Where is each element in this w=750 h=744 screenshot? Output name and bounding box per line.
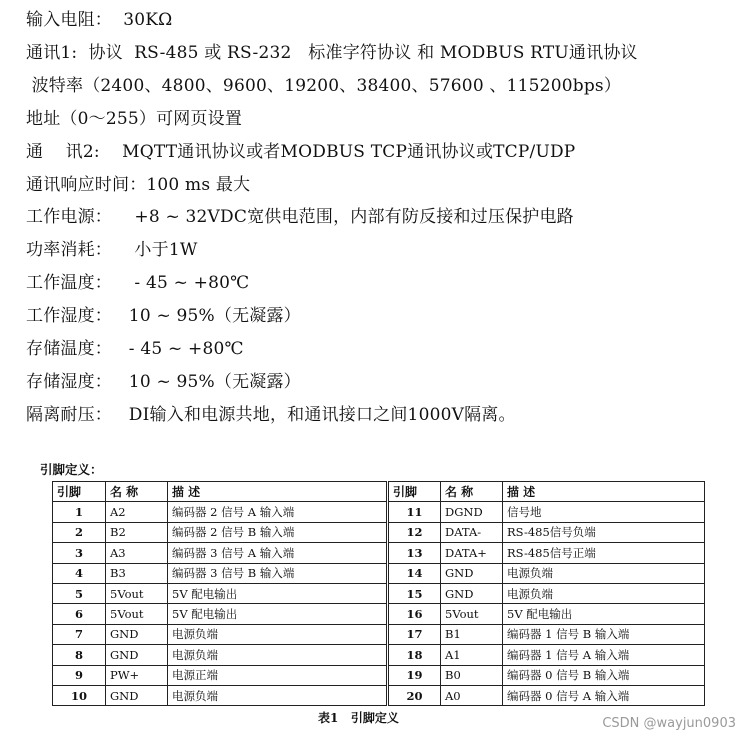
- header-name: 名 称: [441, 482, 503, 502]
- spec-line: 工作湿度： 10 ~ 95%（无凝露）: [26, 306, 301, 327]
- table-row: [53, 604, 705, 624]
- pin-description-cell: 电源负端: [168, 685, 388, 705]
- pin-definition-heading: 引脚定义：: [40, 462, 103, 477]
- header-pin: 引脚: [53, 482, 106, 502]
- pin-number-cell: 16: [388, 604, 441, 624]
- table-row: [53, 502, 705, 522]
- table-caption: 表1 引脚定义: [318, 711, 399, 725]
- spec-line: 工作温度： - 45 ~ +80℃: [26, 273, 250, 294]
- pin-number-cell: 3: [53, 543, 106, 563]
- pin-number-cell: 11: [388, 502, 441, 522]
- spec-line: 功率消耗： 小于1W: [26, 240, 198, 261]
- pin-name-cell: A0: [441, 685, 503, 705]
- pin-description-cell: 编码器 3 信号 A 输入端: [168, 543, 388, 563]
- table-row: [53, 685, 705, 705]
- header-pin: 引脚: [388, 482, 441, 502]
- spec-line: 隔离耐压： DI输入和电源共地，和通讯接口之间1000V隔离。: [26, 404, 516, 425]
- table-row: [53, 543, 705, 563]
- pin-number-cell: 20: [388, 685, 441, 705]
- pin-description-cell: 电源正端: [168, 665, 388, 685]
- pin-description-cell: 电源负端: [503, 583, 705, 603]
- pin-name-cell: 5Vout: [106, 604, 168, 624]
- pin-name-cell: B1: [441, 624, 503, 644]
- table-row: [53, 522, 705, 542]
- pin-name-cell: B3: [106, 563, 168, 583]
- spec-line: 输入电阻： 30KΩ: [26, 10, 173, 30]
- watermark: CSDN @wayjun0903: [602, 716, 736, 731]
- pin-name-cell: GND: [441, 583, 503, 603]
- pin-name-cell: B0: [441, 665, 503, 685]
- pin-name-cell: PW+: [106, 665, 168, 685]
- spec-line: 通 讯2: MQTT通讯协议或者MODBUS TCP通讯协议或TCP/UDP: [26, 141, 576, 162]
- pin-number-cell: 8: [53, 645, 106, 665]
- pin-description-cell: 电源负端: [503, 563, 705, 583]
- pin-number-cell: 13: [388, 543, 441, 563]
- pin-number-cell: 1: [53, 502, 106, 522]
- pin-name-cell: B2: [106, 522, 168, 542]
- pin-description-cell: 编码器 0 信号 A 输入端: [503, 685, 705, 705]
- pin-description-cell: RS-485信号负端: [503, 522, 705, 542]
- header-description: 描 述: [168, 482, 388, 502]
- pin-number-cell: 6: [53, 604, 106, 624]
- pin-description-cell: 编码器 2 信号 B 输入端: [168, 522, 388, 542]
- table-header-row: [53, 482, 705, 502]
- header-description: 描 述: [503, 482, 705, 502]
- pin-number-cell: 5: [53, 583, 106, 603]
- pin-description-cell: 信号地: [503, 502, 705, 522]
- header-name: 名 称: [106, 482, 168, 502]
- pin-name-cell: GND: [441, 563, 503, 583]
- table-row: [53, 624, 705, 644]
- pin-name-cell: GND: [106, 645, 168, 665]
- pin-number-cell: 7: [53, 624, 106, 644]
- spec-line: 通讯1: 协议 RS-485 或 RS-232 标准字符协议 和 MODBUS RTU通讯协议: [26, 42, 638, 63]
- table-row: [53, 583, 705, 603]
- pin-number-cell: 15: [388, 583, 441, 603]
- pin-description-cell: 电源负端: [168, 645, 388, 665]
- pin-description-cell: 电源负端: [168, 624, 388, 644]
- pin-number-cell: 10: [53, 685, 106, 705]
- pin-number-cell: 4: [53, 563, 106, 583]
- pin-description-cell: 编码器 1 信号 B 输入端: [503, 624, 705, 644]
- pin-definition-table: [52, 481, 705, 706]
- pin-description-cell: RS-485信号正端: [503, 543, 705, 563]
- spec-line: 地址（0～255）可网页设置: [26, 108, 243, 129]
- spec-line: 存储湿度： 10 ~ 95%（无凝露）: [26, 371, 301, 392]
- spec-line: 存储温度： - 45 ~ +80℃: [26, 339, 244, 359]
- pin-description-cell: 编码器 2 信号 A 输入端: [168, 502, 388, 522]
- pin-number-cell: 19: [388, 665, 441, 685]
- pin-number-cell: 9: [53, 665, 106, 685]
- pin-name-cell: A1: [441, 645, 503, 665]
- pin-number-cell: 17: [388, 624, 441, 644]
- pin-name-cell: 5Vout: [106, 583, 168, 603]
- pin-description-cell: 5V 配电输出: [503, 604, 705, 624]
- pin-description-cell: 5V 配电输出: [168, 604, 388, 624]
- pin-name-cell: A2: [106, 502, 168, 522]
- pin-description-cell: 编码器 1 信号 A 输入端: [503, 645, 705, 665]
- pin-name-cell: DGND: [441, 502, 503, 522]
- pin-name-cell: 5Vout: [441, 604, 503, 624]
- pin-name-cell: GND: [106, 624, 168, 644]
- spec-line: 波特率（2400、4800、9600、19200、38400、57600 、115200bps）: [26, 75, 622, 96]
- pin-number-cell: 2: [53, 522, 106, 542]
- spec-line: 工作电源： +8 ~ 32VDC宽供电范围，内部有防反接和过压保护电路: [26, 207, 574, 228]
- pin-description-cell: 编码器 0 信号 B 输入端: [503, 665, 705, 685]
- pin-number-cell: 12: [388, 522, 441, 542]
- table-row: [53, 665, 705, 685]
- pin-name-cell: DATA+: [441, 543, 503, 563]
- pin-name-cell: GND: [106, 685, 168, 705]
- spec-line: 通讯响应时间：100 ms 最大: [26, 174, 251, 195]
- pin-number-cell: 14: [388, 563, 441, 583]
- table-row: [53, 563, 705, 583]
- pin-name-cell: A3: [106, 543, 168, 563]
- pin-number-cell: 18: [388, 645, 441, 665]
- pin-name-cell: DATA-: [441, 522, 503, 542]
- table-row: [53, 645, 705, 665]
- pin-description-cell: 编码器 3 信号 B 输入端: [168, 563, 388, 583]
- pin-description-cell: 5V 配电输出: [168, 583, 388, 603]
